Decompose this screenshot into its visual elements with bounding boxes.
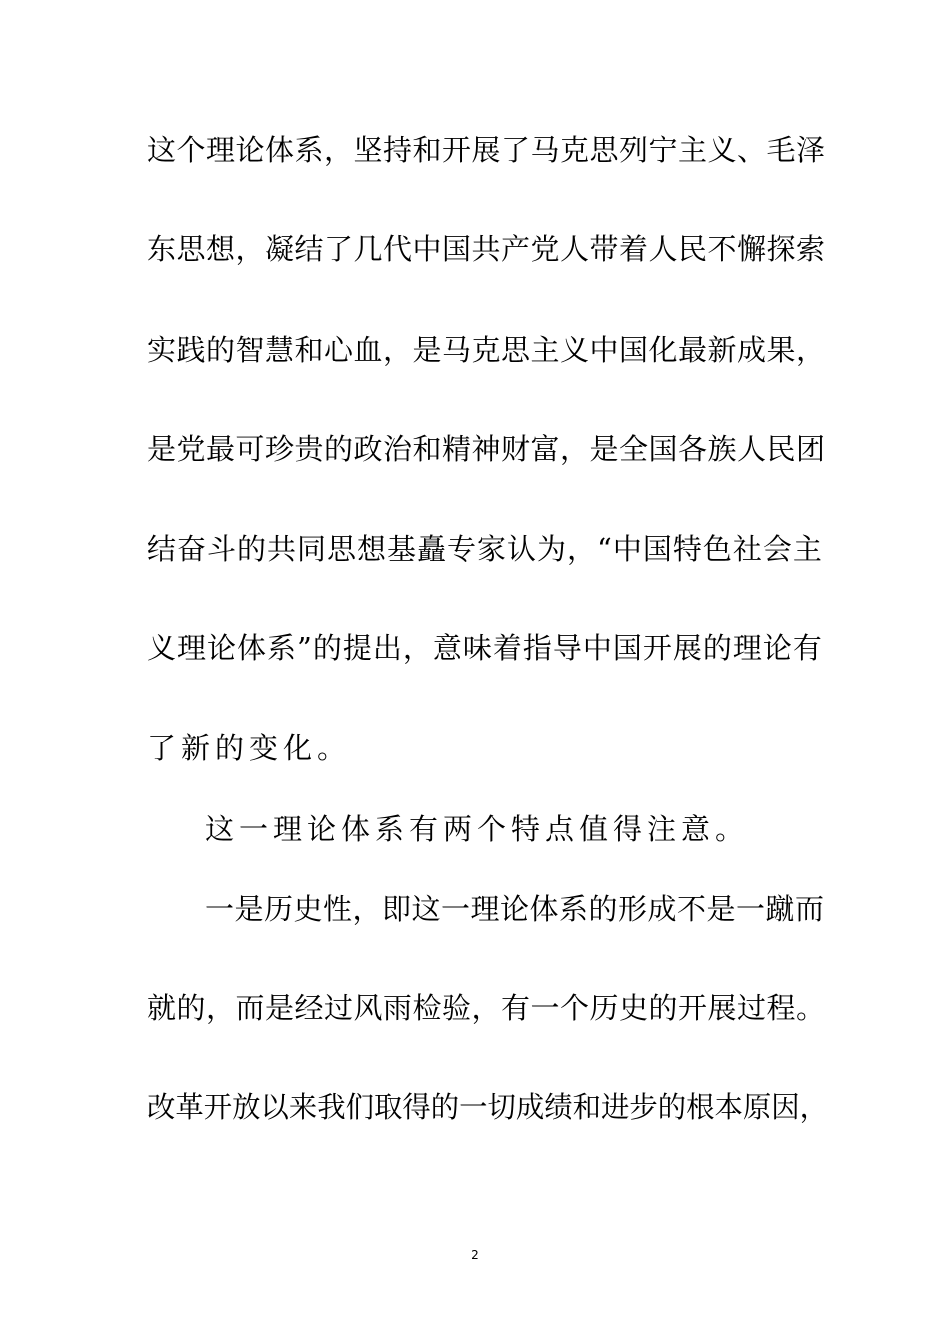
text-line — [0, 728, 950, 768]
page-number: 2 — [471, 1248, 479, 1262]
paragraph-first-line — [0, 809, 950, 849]
text-line-content: 了新的变化。 — [147, 731, 352, 765]
text-line-content: 就的，而是经过风雨检验，有一个历史的开展过程。 — [147, 991, 826, 1025]
text-line-content: 义理论体系”的提出，意味着指导中国开展的理论有 — [147, 631, 823, 665]
text-line — [0, 429, 950, 469]
paragraph-first-line — [0, 889, 950, 929]
text-line — [0, 988, 950, 1028]
text-line — [0, 130, 950, 170]
text-line-content: 一是历史性，即这一理论体系的形成不是一蹴而 — [205, 892, 825, 926]
text-line — [0, 1087, 950, 1127]
text-line-content: 结奋斗的共同思想基矗专家认为，“中国特色社会主 — [147, 532, 823, 566]
text-line-content: 是党最可珍贵的政治和精神财富，是全国各族人民团 — [147, 432, 826, 466]
text-line-content: 实践的智慧和心血，是马克思主义中国化最新成果， — [147, 333, 826, 367]
text-line — [0, 330, 950, 370]
text-line-content: 这一理论体系有两个特点值得注意。 — [205, 812, 750, 846]
text-line — [0, 628, 950, 668]
text-line-content: 这个理论体系，坚持和开展了马克思列宁主义、毛泽 — [147, 133, 826, 167]
text-line — [0, 529, 950, 569]
text-line — [0, 229, 950, 269]
text-line-content: 东思想，凝结了几代中国共产党人带着人民不懈探索 — [147, 232, 826, 266]
text-line-content: 改革开放以来我们取得的一切成绩和进步的根本原因， — [147, 1090, 828, 1124]
